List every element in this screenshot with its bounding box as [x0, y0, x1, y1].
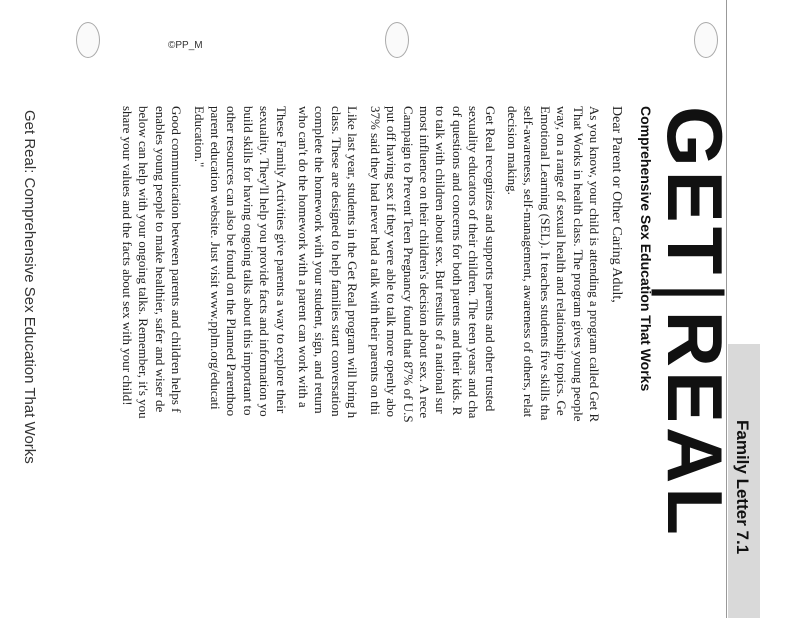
- paragraph-line: Education.": [191, 106, 207, 168]
- tagline: Comprehensive Sex Education That Works: [638, 106, 654, 392]
- paragraph-line: self-awareness, self-management, awareness of others, relat: [521, 106, 537, 418]
- paragraph-2: [366, 106, 497, 636]
- logo-real: REAL: [651, 310, 739, 539]
- paragraph-line: class. These are designed to help families start conversation: [328, 106, 344, 417]
- paragraph-line: Get Real recognizes and supports parents and other trusted: [482, 106, 498, 412]
- paragraph-line: way, on a range of sexual health and relationship topics. Ge: [554, 106, 570, 416]
- paragraph-line: put off having sex if they were able to talk more openly abo: [384, 106, 400, 417]
- paragraph-3: [295, 106, 361, 636]
- side-footer: Get Real: Comprehensive Sex Education That Works: [21, 110, 38, 464]
- logo-get: GET: [651, 106, 739, 279]
- paragraph-5: [119, 106, 185, 636]
- paragraph-line: build skills for having ongoing talks about this important to: [240, 106, 256, 416]
- paragraph-line: That Works in health class. The program gives young people: [570, 106, 586, 422]
- paragraph-line: of questions and concerns for both parents and their kids. R: [449, 106, 465, 416]
- paragraph-line: parent education website. Just visit www.pplm.org/educati: [208, 106, 224, 410]
- paragraph-4: [190, 106, 288, 636]
- paragraph-line: As you know, your child is attending a program called Get R: [587, 106, 602, 423]
- paragraph-line: Like last year, students in the Get Real program will bring h: [345, 106, 361, 419]
- paragraph-line: sexuality. They'll help you provide facts and information yo: [257, 106, 273, 417]
- paragraph-line: Emotional Learning (SEL). It teaches students five skills tha: [537, 106, 553, 421]
- paragraph-line: decision making.: [504, 106, 520, 195]
- paragraph-line: 37% said they had never had a talk with their parents on thi: [367, 106, 383, 416]
- family-letter-title: Family Letter 7.1: [733, 420, 752, 555]
- punch-hole: [694, 22, 718, 58]
- paragraph-line: to talk with children about sex. But results of a national sur: [433, 106, 449, 414]
- paragraph-line: These Family Activities give parents a way to explore their: [273, 106, 289, 414]
- copyright-mark: ©PP_M: [168, 40, 203, 51]
- get-real-logo: [651, 106, 739, 636]
- paragraph-line: who can't do the homework with a parent can work with a: [296, 106, 312, 408]
- logo-bar: |: [651, 282, 739, 307]
- punch-hole: [385, 22, 409, 58]
- paragraph-line: Campaign to Prevent Teen Pregnancy found that 87% of U.S: [400, 106, 416, 423]
- punch-hole: [76, 22, 100, 58]
- paragraph-line: enables young people to make healthier, safer and wiser de: [152, 106, 168, 413]
- greeting: Dear Parent or Other Caring Adult,: [609, 106, 624, 303]
- paragraph-line: complete the homework with your student, sign, and return: [312, 106, 328, 414]
- paragraph-line: share your values and the facts about sex with your child!: [120, 106, 136, 406]
- paragraph-line: other resources can also be found on the Planned Parenthoo: [224, 106, 240, 417]
- paragraph-line: Good communication between parents and children helps f: [169, 106, 185, 413]
- letter-body: [119, 106, 739, 636]
- paragraph-line: below can help with your ongoing talks. Remember, it's you: [136, 106, 152, 419]
- paragraph-line: most influence on their children's decision about sex. A rece: [416, 106, 432, 419]
- paragraph-line: sexuality educators of their children. The teen years and cha: [466, 106, 482, 419]
- paragraph-1: [504, 106, 602, 636]
